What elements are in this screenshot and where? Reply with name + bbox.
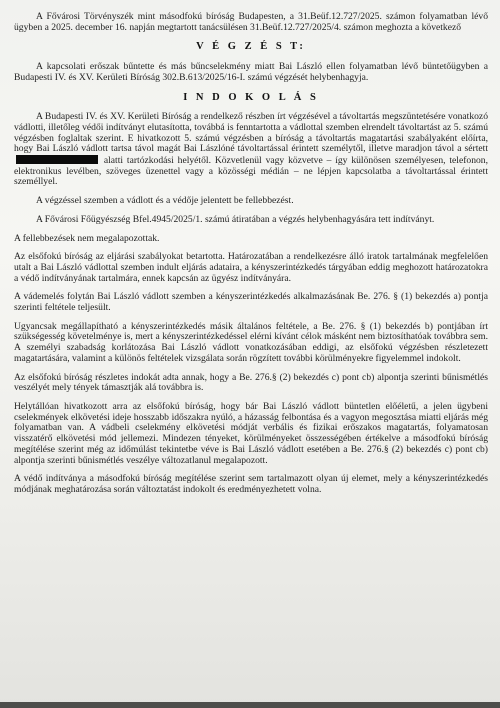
reasoning-paragraph-1-text-b: alatti tartózkodási helyétől. Közvetlenül vagy közvetve – így különösen személyesen, telefonon, elektronikus levélben, szöveges üzenettel vagy a közösségi médián – ne lépjen kapcsolatba a távoltartással érintett személlyel. [14,155,489,188]
reasoning-paragraph-10: A védő indítványa a másodfokú bíróság megítélése szerint sem tartalmazott olyan új elemet, mely a kényszerintézkedés módjának meghatározása során változtatást indokolt és eredményezhetett volna. [14,473,488,495]
ruling-paragraph: A kapcsolati erőszak bűntette és más bűncselekmény miatt Bai László ellen folyamatban lévő büntetőügyben a Budapesti IV. és XV. Kerületi Bíróság 302.B.613/2025/16-I. számú végzését helybenhagyja. [14,61,488,83]
document-body [14,12,488,504]
reasoning-paragraph-7: Ugyancsak megállapítható a kényszerintézkedés másik általános feltétele, a Be. 276. § (1) bekezdés b) pontjában írt szükségesség követelménye is, mert a kényszerintézkedéssel elérni kívánt célok másként nem biztosíthatóak továbbra sem. A személyi szabadság korlátozása Bai László vádlott vonatkozásában eddigi, az elsőfokú végzésben részletezett magatartására, valamint a különös feltételek vizsgálata során rögzített további körülményekre figyelemmel indokolt. [14,320,488,364]
page-bottom-edge [0,702,500,708]
reasoning-paragraph-8: Az elsőfokú bíróság részletes indokát adta annak, hogy a Be. 276.§ (2) bekezdés c) pont cb) alpontja szerinti bűnismétlés veszélyét mely tények támasztják alá továbbra is. [14,371,488,394]
reasoning-paragraph-4: A fellebbezések nem megalapozottak. [14,232,160,244]
reasoning-paragraph-1-text-a: A Budapesti IV. és XV. Kerületi Bíróság a rendelkező részben írt végzésével a távoltartás megszüntetésére vonatkozó vádlotti, illetőleg védői indítványt elutasította, továbbá is fenntartotta a vádlottal szemben elrendelt távoltartást az 5. számú végzésben foglaltak szerint. E hivatkozott 5. számú végzésben a bíróság a távoltartás magatartási szabályaként előírta, hogy Bai László vádlott tartsa távol magát Bai Lászlóné távoltartással érintett személytől, illetve maradjon távol a sértett [14,111,488,155]
reasoning-paragraph-1 [14,112,488,188]
reasoning-paragraph-2: A végzéssel szemben a vádlott és a védője jelentett be fellebbezést. [36,195,294,207]
heading-indokolas: I N D O K O L Á S [183,91,319,103]
reasoning-paragraph-6: A vádemelés folytán Bai László vádlott szemben a kényszerintézkedés alkalmazásának Be. 276. § (1) bekezdés a) pontja szerinti feltétele teljesült. [14,291,488,314]
reasoning-paragraph-9: Helytállóan hivatkozott arra az elsőfokú bíróság, hogy bár Bai László vádlott büntetlen előéletű, a jelen ügybeni cselekmények elkövetési ideje hosszabb időszakra nyúló, a házasság felbontása és a vagyon megosztása miatti eljárás még folyamatban van. A vádbeli cselekmény elkövetési módját verbális és fizikai erőszakos magatartás, folyamatosan visszatérő elkövetési mód jellemezi. Mindezen tényeket, körülményeket összességében értékelve a másodfokú bíróság megítélése szerint még az időmúlást tekintetbe véve is Bai László vádlott esetében a Be. 276.§ (2) bekezdés c) pont cb) alpontja szerinti bűnismétlés veszélye változatlanul megalapozott. [14,400,488,466]
reasoning-paragraph-5: Az elsőfokú bíróság az eljárási szabályokat betartotta. Határozatában a rendelkezésre álló iratok tartalmának megfelelően utalt a Bai László vádlottal szemben indult eljárás adataira, a kényszerintézkedés tárgyában eddig meghozott határozatokra a védő indítványának tartalmára, ennek kapcsán az ügyész indítványára. [14,251,488,284]
intro-paragraph: A Fővárosi Törvényszék mint másodfokú bíróság Budapesten, a 31.Beüf.12.727/2025. számon folyamatban lévő ügyben a 2025. december 16. napján megtartott tanácsülésen 31.Beüf.12.727/2025/4. számon meghozta a következő [14,11,488,33]
reasoning-paragraph-3: A Fővárosi Főügyészség Bfel.4945/2025/1. számú átiratában a végzés helybenhagyására tett indítványt. [36,213,435,225]
heading-vegzes: V É G Z É S T: [196,41,306,53]
redaction-bar [16,155,98,164]
